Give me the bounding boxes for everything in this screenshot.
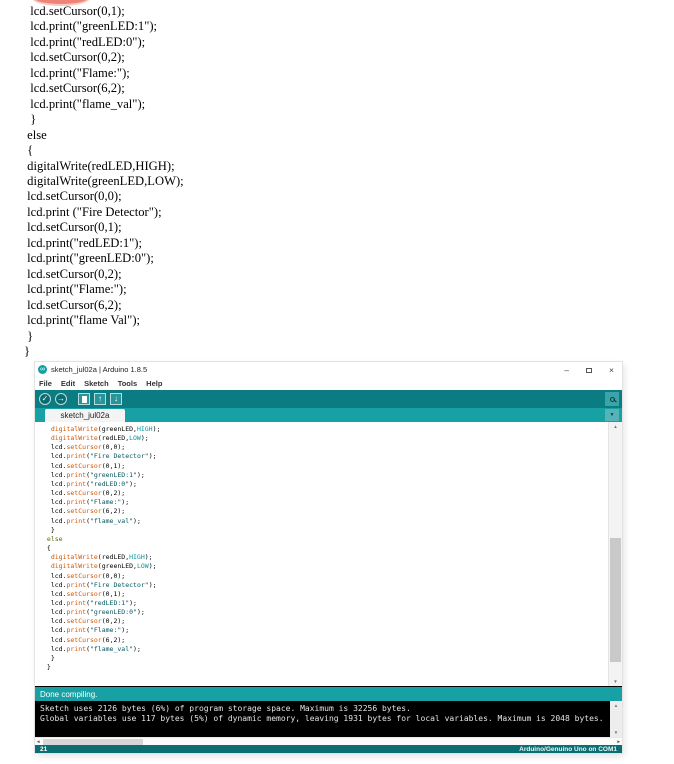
editor-code-line: lcd.print("redLED:0");: [43, 479, 137, 488]
minimize-icon[interactable]: –: [564, 364, 570, 375]
toolbar: [35, 390, 622, 408]
editor-code-line: lcd.print("Flame:");: [43, 498, 130, 507]
compile-status-bar: [35, 686, 622, 701]
editor-scrollbar-thumb[interactable]: [610, 538, 621, 662]
serial-monitor-button[interactable]: [605, 392, 619, 406]
console-scrollbar[interactable]: [610, 701, 622, 737]
magnifier-icon: [610, 397, 615, 402]
doc-code-line: }: [24, 343, 31, 358]
menu-item-help[interactable]: Help: [146, 379, 163, 388]
editor-code-line: lcd.print("Flame:");: [43, 626, 130, 635]
editor-scrollbar[interactable]: [608, 422, 622, 686]
tab-menu-button[interactable]: ▼: [605, 409, 619, 421]
doc-code-line: lcd.print("redLED:1");: [24, 235, 142, 250]
board-port-label: Arduino/Genuino Uno on COM1: [519, 745, 617, 753]
doc-code-line: lcd.print("greenLED:0");: [24, 251, 154, 266]
hscrollbar-thumb[interactable]: [43, 739, 143, 745]
doc-code-line: lcd.print ("Fire Detector");: [24, 204, 162, 219]
window-controls: [564, 365, 614, 375]
editor-code-line: digitalWrite(redLED,LOW);: [50, 434, 149, 443]
doc-code-line: lcd.print("flame_val");: [24, 96, 146, 111]
scroll-up-icon[interactable]: ▲: [613, 424, 618, 429]
editor-code-line: lcd.print("Fire Detector");: [43, 580, 157, 589]
scroll-down-icon[interactable]: ▼: [613, 679, 618, 684]
doc-code-line: }: [24, 328, 34, 343]
console-text: [40, 704, 609, 724]
save-button[interactable]: ↓: [110, 393, 122, 405]
window-title: sketch_jul02a | Arduino 1.8.5: [51, 365, 148, 374]
ide-status-bar: [35, 745, 622, 753]
editor-code-line: }: [43, 653, 55, 662]
upload-button[interactable]: →: [57, 394, 65, 403]
code-editor[interactable]: [35, 422, 622, 686]
doc-code-line: lcd.print("redLED:0");: [24, 34, 146, 49]
menu-item-tools[interactable]: Tools: [117, 379, 138, 388]
console-hscrollbar[interactable]: [35, 737, 622, 745]
tab-strip: [35, 408, 622, 422]
editor-code-line: lcd.print("flame_val");: [43, 644, 141, 653]
menu-item-sketch[interactable]: Sketch: [84, 379, 109, 388]
doc-code-line: lcd.print("Flame:");: [24, 282, 127, 297]
new-sketch-button[interactable]: [78, 393, 90, 405]
editor-code-line: lcd.print("greenLED:0");: [43, 608, 145, 617]
editor-code-line: digitalWrite(greenLED,HIGH);: [50, 425, 161, 433]
doc-code-line: {: [24, 143, 34, 158]
compile-status-text: Done compiling.: [40, 689, 98, 699]
editor-code-line: }: [43, 663, 51, 672]
menu-bar: [35, 377, 622, 390]
doc-code-line: lcd.setCursor(0,0);: [24, 189, 122, 204]
doc-code-line: lcd.setCursor(0,2);: [24, 266, 122, 281]
console-line: Global variables use 117 bytes (5%) of dynamic memory, leaving 1931 bytes for local variables. Maximum is 2048 bytes.: [40, 714, 604, 723]
restore-icon[interactable]: [586, 365, 592, 375]
doc-code-line: lcd.print("greenLED:1");: [24, 19, 158, 34]
doc-code-line: else: [24, 127, 47, 142]
doc-code-line: digitalWrite(greenLED,LOW);: [24, 173, 184, 188]
editor-code-line: else: [46, 534, 63, 543]
console-output: [35, 701, 622, 737]
scroll-up-icon[interactable]: ▲: [613, 703, 619, 708]
editor-code-line: lcd.print("Fire Detector");: [43, 452, 157, 461]
editor-code-line: lcd.setCursor(0,2);: [43, 489, 126, 498]
scroll-down-icon[interactable]: ▼: [613, 730, 619, 735]
editor-code-line: }: [43, 525, 55, 534]
editor-code: [35, 422, 608, 686]
doc-code-line: lcd.setCursor(0,1);: [24, 4, 125, 18]
menu-item-file[interactable]: File: [39, 379, 52, 388]
verify-button[interactable]: ✓: [39, 393, 51, 405]
window-titlebar: [35, 362, 622, 377]
arduino-logo-icon: ∞: [40, 366, 45, 373]
editor-code-line: lcd.setCursor(0,1);: [43, 461, 126, 470]
doc-code-line: lcd.setCursor(0,2);: [24, 50, 125, 65]
editor-code-line: lcd.print("redLED:1");: [43, 598, 137, 607]
doc-code-line: lcd.setCursor(6,2);: [24, 297, 122, 312]
editor-code-line: lcd.print("flame_val");: [43, 516, 141, 525]
editor-code-line: lcd.setCursor(6,2);: [43, 635, 126, 644]
doc-code-line: digitalWrite(redLED,HIGH);: [24, 158, 175, 173]
editor-code-line: {: [43, 544, 51, 553]
arduino-ide-window: [35, 362, 622, 753]
doc-code-line: lcd.setCursor(0,1);: [24, 220, 122, 235]
document-icon: [82, 396, 87, 403]
doc-code-line: lcd.setCursor(6,2);: [24, 81, 125, 96]
editor-code-line: digitalWrite(redLED,HIGH);: [50, 553, 153, 562]
editor-code-line: lcd.setCursor(0,1);: [43, 589, 126, 598]
doc-code-line: lcd.print("flame Val");: [24, 313, 141, 328]
line-number: 21: [40, 745, 48, 753]
scroll-left-icon[interactable]: ◄: [36, 739, 41, 744]
menu-item-edit[interactable]: Edit: [60, 379, 76, 388]
open-button[interactable]: ↑: [94, 393, 106, 405]
close-icon[interactable]: ×: [609, 364, 614, 375]
tab-sketch-jul02a[interactable]: sketch_jul02a: [45, 409, 125, 422]
editor-code-line: lcd.setCursor(0,0);: [43, 443, 126, 452]
editor-code-line: lcd.setCursor(0,0);: [43, 571, 126, 580]
doc-code-line: lcd.print("Flame:");: [24, 65, 130, 80]
console-line: Sketch uses 2126 bytes (6%) of program storage space. Maximum is 32256 bytes.: [40, 704, 411, 713]
scroll-right-icon[interactable]: ►: [616, 739, 621, 744]
editor-code-line: lcd.setCursor(6,2);: [43, 507, 126, 516]
editor-code-line: lcd.setCursor(0,2);: [43, 617, 126, 626]
document-code-listing: [24, 4, 184, 359]
editor-code-line: digitalWrite(greenLED,LOW);: [50, 562, 157, 571]
editor-code-line: lcd.print("greenLED:1");: [43, 470, 145, 479]
doc-code-line: }: [24, 112, 37, 127]
